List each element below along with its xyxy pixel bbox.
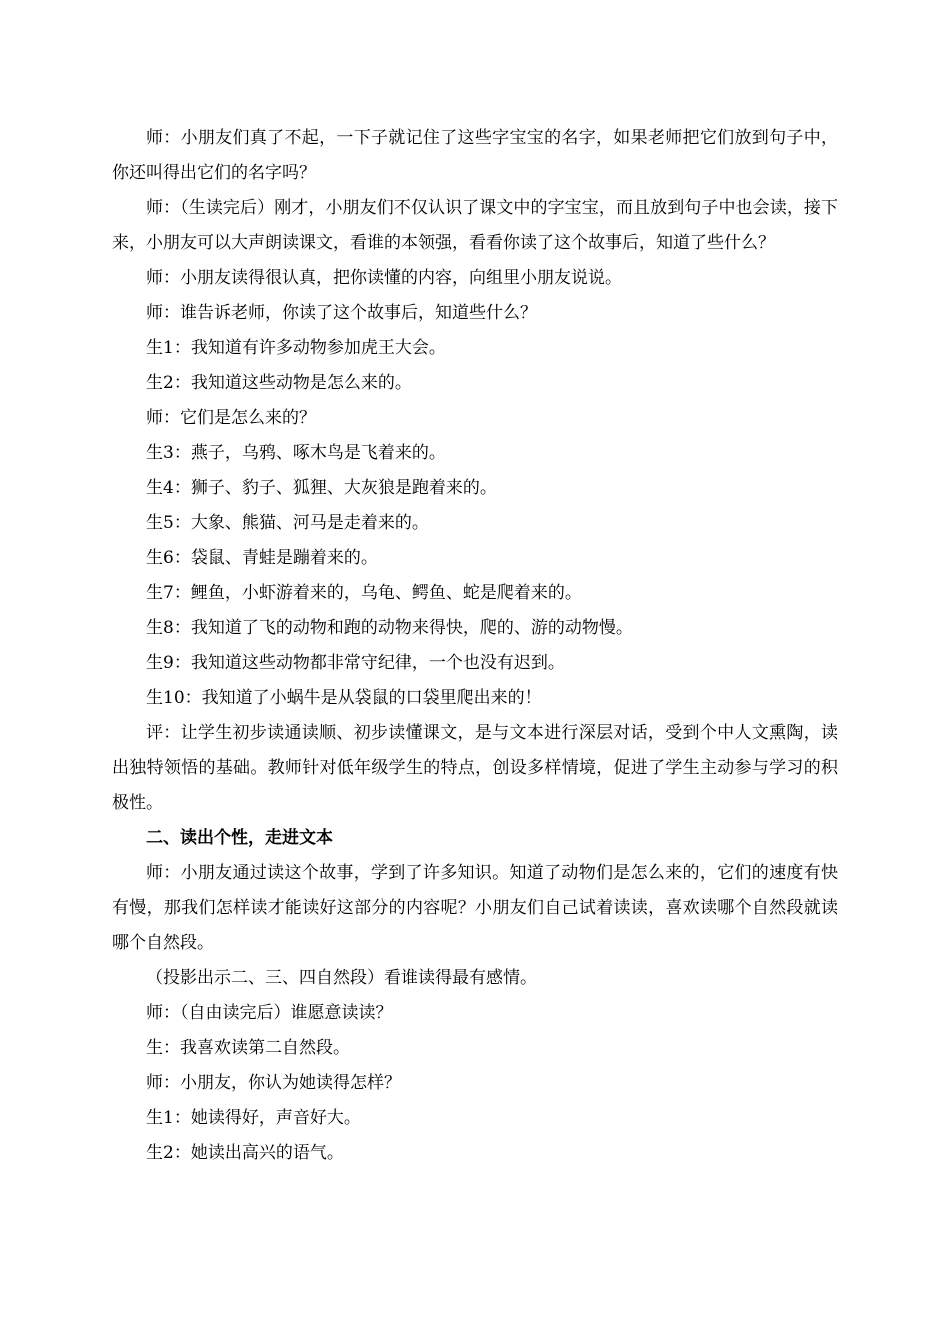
paragraph: 生7：鲤鱼，小虾游着来的，乌龟、鳄鱼、蛇是爬着来的。 [146,583,582,603]
paragraph: 生1：她读得好，声音好大。 [146,1108,361,1128]
paragraph: 师：（生读完后）刚才，小朋友们不仅认识了课文中的字宝宝，而且放到句子中也会读，接下来，小朋友可以大声朗读课文，看谁的本领强，看看你读了这个故事后，知道了些什么？ [112,198,838,253]
paragraph: 生9：我知道这些动物都非常守纪律，一个也没有迟到。 [146,653,565,673]
paragraph: 师：谁告诉老师，你读了这个故事后，知道些什么？ [146,303,537,323]
paragraph: 生2：我知道这些动物是怎么来的。 [146,373,412,393]
paragraph: 生6：袋鼠、青蛙是蹦着来的。 [146,548,378,568]
paragraph: 生2：她读出高兴的语气。 [146,1143,344,1163]
paragraph: 师：它们是怎么来的？ [146,408,316,428]
paragraph: 生4：狮子、豹子、狐狸、大灰狼是跑着来的。 [146,478,497,498]
paragraph: 生8：我知道了飞的动物和跑的动物来得快，爬的、游的动物慢。 [146,618,633,638]
paragraph: 生1：我知道有许多动物参加虎王大会。 [146,338,446,358]
paragraph: 生：我喜欢读第二自然段。 [146,1038,350,1058]
paragraph: 师：小朋友，你认为她读得怎样？ [146,1073,401,1093]
paragraph: 生5：大象、熊猫、河马是走着来的。 [146,513,429,533]
paragraph: 生3：燕子，乌鸦、啄木鸟是飞着来的。 [146,443,446,463]
section-heading: 二、读出个性，走进文本 [146,828,333,848]
paragraph: 生10：我知道了小蜗牛是从袋鼠的口袋里爬出来的！ [146,688,542,708]
comment-paragraph: 评：让学生初步读通读顺、初步读懂课文，是与文本进行深层对话，受到个中人文熏陶，读出独特领悟的基础。教师针对低年级学生的特点，创设多样情境，促进了学生主动参与学习的积极性。 [112,723,838,813]
paragraph: 师：小朋友通过读这个故事，学到了许多知识。知道了动物们是怎么来的，它们的速度有快有慢，那我们怎样读才能读好这部分的内容呢？小朋友们自己试着读读，喜欢读哪个自然段就读哪个自然段。 [112,863,838,953]
paragraph: 师：小朋友们真了不起，一下子就记住了这些字宝宝的名字，如果老师把它们放到句子中，你还叫得出它们的名字吗？ [112,128,838,183]
paragraph: （投影出示二、三、四自然段）看谁读得最有感情。 [146,968,537,988]
paragraph: 师：小朋友读得很认真，把你读懂的内容，向组里小朋友说说。 [146,268,622,288]
paragraph: 师：（自由读完后）谁愿意读读？ [146,1003,393,1023]
